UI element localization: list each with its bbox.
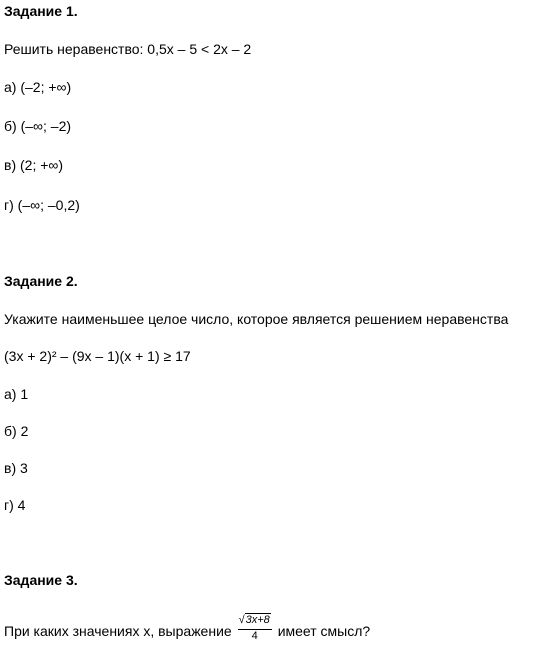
task1-question: Решить неравенство: 0,5x – 5 < 2x – 2 bbox=[4, 41, 252, 57]
task1-title: Задание 1. bbox=[4, 3, 78, 19]
task3-question-end: имеет смысл? bbox=[277, 623, 371, 640]
sqrt-radicand: 3x+8 bbox=[245, 614, 270, 626]
task2-inequality: (3x + 2)² – (9x – 1)(x + 1) ≥ 17 bbox=[4, 348, 191, 364]
task3-question bbox=[4, 614, 371, 647]
task3-question-start: При каких значениях x, выражение bbox=[4, 623, 232, 640]
task2-option-a: а) 1 bbox=[4, 386, 29, 402]
task2-option-c: в) 3 bbox=[4, 460, 28, 476]
task2-question: Укажите наименьшее целое число, которое является решением неравенства bbox=[4, 311, 509, 327]
task2-option-b: б) 2 bbox=[4, 423, 29, 439]
task1-option-c: в) (2; +∞) bbox=[4, 157, 64, 173]
task2-option-d: г) 4 bbox=[4, 497, 26, 513]
task1-option-b: б) (–∞; –2) bbox=[4, 118, 72, 134]
task1-option-d: г) (–∞; –0,2) bbox=[4, 197, 80, 213]
fraction-numerator bbox=[238, 614, 272, 627]
sqrt-symbol: √ bbox=[238, 614, 245, 626]
task2-title: Задание 2. bbox=[4, 273, 78, 289]
task3-title: Задание 3. bbox=[4, 572, 78, 588]
fraction-denominator: 4 bbox=[238, 629, 272, 643]
task1-option-a: а) (–2; +∞) bbox=[4, 79, 72, 95]
fraction-expression bbox=[238, 614, 272, 643]
